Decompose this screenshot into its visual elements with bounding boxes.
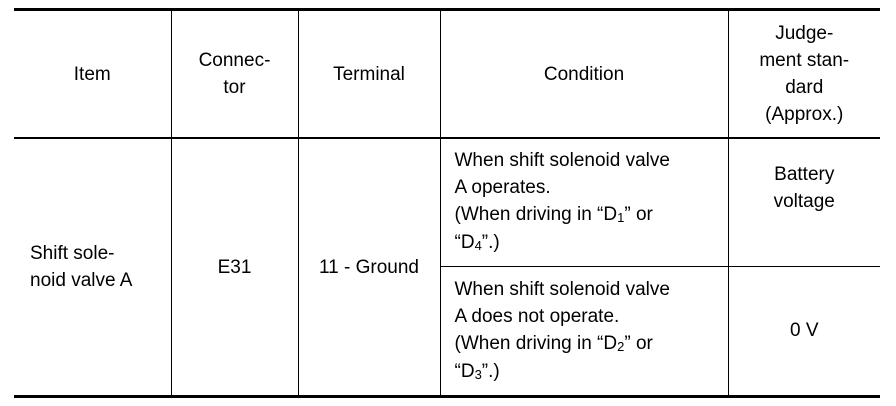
standard1-line1: Battery <box>774 164 835 186</box>
condition2-line2: A does not operate. <box>454 305 620 327</box>
condition1-line3 <box>455 201 718 229</box>
header-terminal: Terminal <box>298 10 440 139</box>
condition2-line4-post: ”.) <box>481 360 500 382</box>
condition1-line1: When shift solenoid valve <box>454 150 670 172</box>
spec-table-page <box>14 8 880 398</box>
standard1-line2: voltage <box>773 191 835 213</box>
header-connector-line2: tor <box>223 77 246 99</box>
header-connector-line1: Connec- <box>198 50 271 72</box>
header-standard-line1: Judge- <box>775 23 834 45</box>
condition2-line3-pre: (When driving in “D <box>454 332 618 354</box>
table-row-operates <box>14 138 880 266</box>
cell-standard-operates <box>728 138 880 266</box>
condition1-line3-sub: 1 <box>617 210 625 226</box>
condition1-line4-pre: “D <box>454 232 475 254</box>
table-header-row <box>14 10 880 139</box>
condition2-line3 <box>455 330 718 358</box>
header-judgement-standard <box>728 10 880 139</box>
cell-condition-not-operates <box>440 266 728 396</box>
condition2-line3-sub: 2 <box>617 338 625 354</box>
item-line2: noid valve A <box>30 270 133 292</box>
header-standard-line4: (Approx.) <box>765 104 844 126</box>
condition1-line4-post: ”.) <box>481 232 500 254</box>
condition1-line3-mid: ” or <box>624 204 653 226</box>
header-standard-line3: dard <box>785 77 824 99</box>
solenoid-spec-table <box>14 8 880 398</box>
condition1-line4-sub: 4 <box>474 238 482 254</box>
cell-connector: E31 <box>171 138 298 396</box>
condition1-line3-pre: (When driving in “D <box>454 204 618 226</box>
header-standard-line2: ment stan- <box>759 50 850 72</box>
cell-terminal: 11 - Ground <box>298 138 440 396</box>
header-item: Item <box>14 10 171 139</box>
cell-standard-not-operates: 0 V <box>728 266 880 396</box>
item-line1: Shift sole- <box>30 243 115 265</box>
condition2-line4-pre: “D <box>454 360 475 382</box>
condition1-line4 <box>455 229 718 257</box>
condition1-line2: A operates. <box>454 177 551 199</box>
condition2-line3-mid: ” or <box>624 332 653 354</box>
condition2-line4-sub: 3 <box>474 366 482 382</box>
condition2-line4 <box>455 358 718 386</box>
condition2-line1: When shift solenoid valve <box>454 278 670 300</box>
cell-condition-operates <box>440 138 728 266</box>
header-connector <box>171 10 298 139</box>
cell-item <box>14 138 171 396</box>
header-condition: Condition <box>440 10 728 139</box>
